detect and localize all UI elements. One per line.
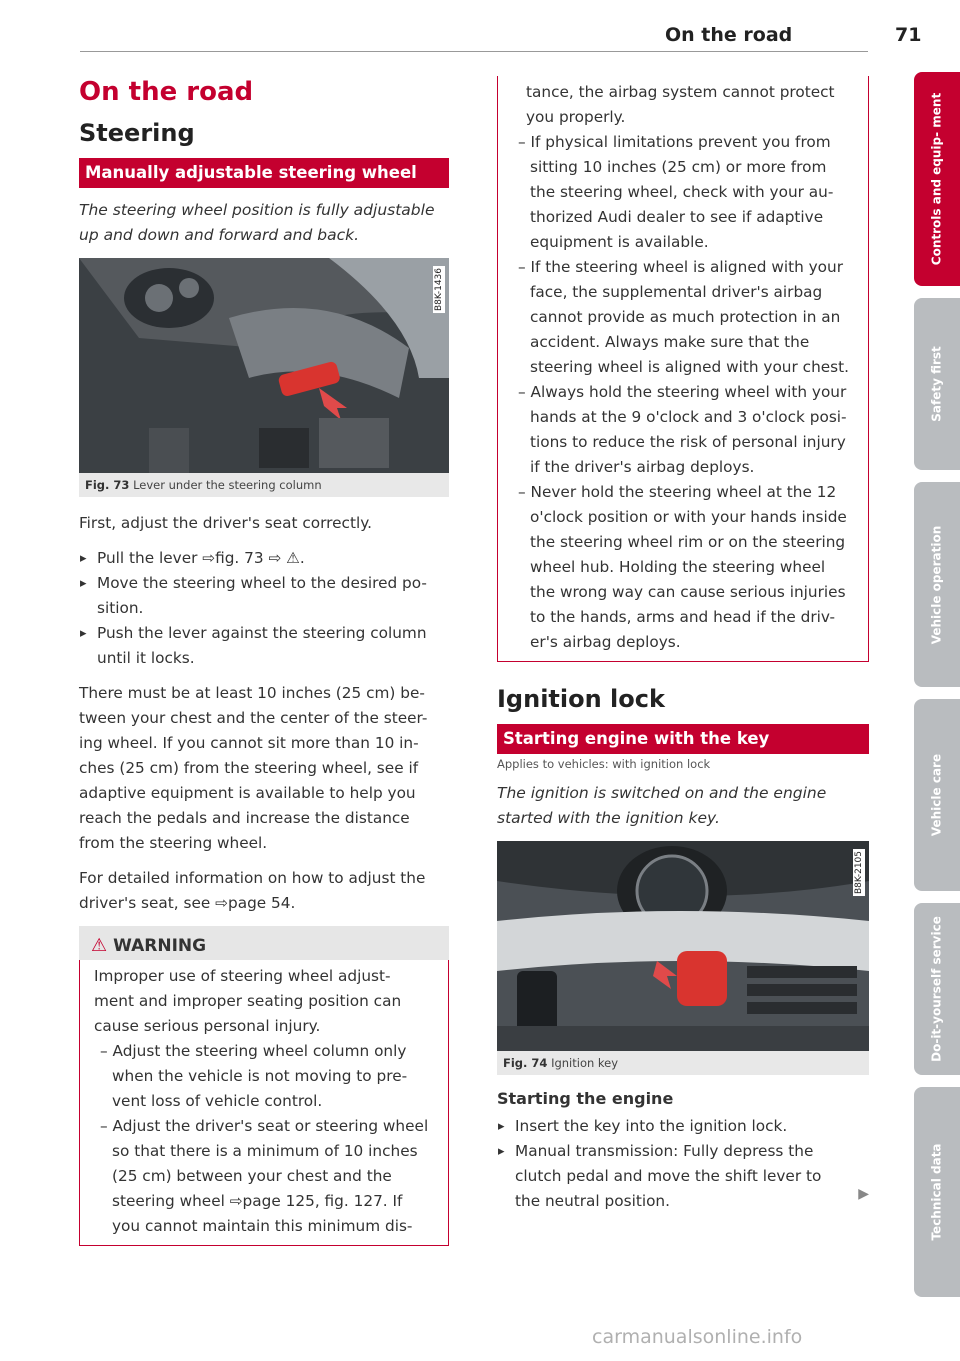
page-number: 71 — [895, 24, 922, 46]
warning-item: – Adjust the driver's seat or steering wheel so that there is a minimum of 10 inches (25 cm) between your chest and the steering wheel ⇨page 125, fig. 127. If you cannot maintain this minimum dis- — [100, 1117, 429, 1235]
subheading-starting-engine: Starting the engine — [497, 1089, 674, 1108]
tab-vehicle-operation[interactable] — [914, 482, 960, 687]
left-column — [79, 76, 449, 1246]
warning-item: – Always hold the steering wheel with your hands at the 9 o'clock and 3 o'clock posi- tions to reduce the risk of personal injury if the driver's airbag deploys. — [518, 383, 847, 476]
tab-label: Technical data — [929, 1143, 944, 1241]
figure-caption-text: Lever under the steering column — [133, 478, 322, 492]
warning-box — [79, 926, 449, 1246]
intro-text: The steering wheel position is fully adjustable up and down and forward and back. — [79, 201, 435, 244]
watermark: carmanualsonline.info — [592, 1326, 803, 1348]
warning-item: – If the steering wheel is aligned with your face, the supplemental driver's airbag cannot provide as much protection in an accident. Always make sure that the steering wheel is aligned with your chest. — [518, 258, 850, 376]
continue-arrow-icon: ▶ — [858, 1186, 869, 1202]
bullet-item: ▸ Move the steering wheel to the desired po- sition. — [79, 571, 449, 621]
warning-item: – Adjust the steering wheel column only when the vehicle is not moving to pre- vent loss of vehicle control. — [100, 1042, 408, 1110]
bullet-item: ▸ Push the lever against the steering column until it locks. — [79, 621, 449, 671]
tab-label: Vehicle operation — [929, 525, 944, 644]
figure-caption-text: Ignition key — [551, 1056, 619, 1070]
tab-do-it-yourself-service[interactable] — [914, 903, 960, 1075]
tab-label: Safety first — [929, 346, 944, 422]
bullet-item: ▸ Pull the lever ⇨fig. 73 ⇨ ⚠. — [79, 546, 449, 571]
figure-number: Fig. 73 — [85, 478, 130, 492]
tab-label: Controls and equip- ment — [929, 92, 944, 266]
figure-74-ignition-key — [497, 841, 869, 1051]
steering-column-illustration — [79, 258, 449, 473]
paragraph-adjust-seat: First, adjust the driver's seat correctly. — [79, 514, 372, 532]
tab-label: Do-it-yourself service — [929, 916, 944, 1062]
figure-code: B8K-2105 — [854, 851, 864, 895]
figure-code: B8K-1436 — [434, 268, 444, 312]
warning-continuation-lead: tance, the airbag system cannot protect you properly. — [526, 83, 835, 126]
section-title-ignition-lock: Ignition lock — [497, 685, 665, 713]
paragraph-distance: There must be at least 10 inches (25 cm) be- tween your chest and the center of the steer- ing wheel. If you cannot sit more than 10 in- ches (25 cm) from the steering wheel, see if adaptive equipment is available to help you reach the pedals and increase the distance from the steering wheel. — [79, 684, 428, 852]
tab-vehicle-care[interactable] — [914, 699, 960, 891]
warning-title: WARNING — [113, 936, 207, 956]
section-title-steering: Steering — [79, 119, 195, 147]
applies-to-note: Applies to vehicles: with ignition lock — [497, 757, 711, 771]
warning-item: – Never hold the steering wheel at the 12 o'clock position or with your hands inside the steering wheel rim or on the steering wheel hub. Holding the steering wheel the wrong way can cause serious injuries to the hands, arms and head if the driv- er's airbag deploys. — [518, 483, 847, 651]
running-header-title: On the road — [665, 24, 793, 46]
warning-triangle-icon: ⚠ — [91, 935, 108, 956]
paragraph-seat-reference: For detailed information on how to adjust the driver's seat, see ⇨page 54. — [79, 869, 426, 912]
tab-safety-first[interactable] — [914, 298, 960, 470]
subsection-bar: Manually adjustable steering wheel — [79, 158, 449, 188]
right-column — [497, 76, 869, 1214]
figure-caption — [497, 1051, 869, 1075]
warning-continuation — [497, 76, 869, 662]
figure-caption — [79, 473, 449, 497]
bullet-item: ▸ Insert the key into the ignition lock. — [497, 1114, 869, 1139]
tab-label: Vehicle care — [929, 753, 944, 837]
warning-lead: Improper use of steering wheel adjust- ment and improper seating position can cause serious personal injury. — [94, 967, 402, 1035]
figure-73-steering-lever — [79, 258, 449, 473]
warning-body — [79, 960, 449, 1246]
header-rule — [80, 51, 868, 52]
chapter-title: On the road — [79, 77, 254, 107]
tab-controls-and-equipment[interactable] — [914, 72, 960, 286]
figure-number: Fig. 74 — [503, 1056, 548, 1070]
tab-technical-data[interactable] — [914, 1087, 960, 1297]
warning-header — [79, 926, 449, 960]
intro-text: The ignition is switched on and the engine started with the ignition key. — [497, 784, 827, 827]
warning-item: – If physical limitations prevent you from sitting 10 inches (25 cm) or more from the steering wheel, check with your au- thorized Audi dealer to see if adaptive equipment is available. — [518, 133, 834, 251]
bullet-item: ▸ Manual transmission: Fully depress the clutch pedal and move the shift lever to the neutral position. — [497, 1139, 869, 1214]
ignition-key-illustration — [497, 841, 869, 1051]
subsection-bar: Starting engine with the key — [497, 724, 869, 754]
